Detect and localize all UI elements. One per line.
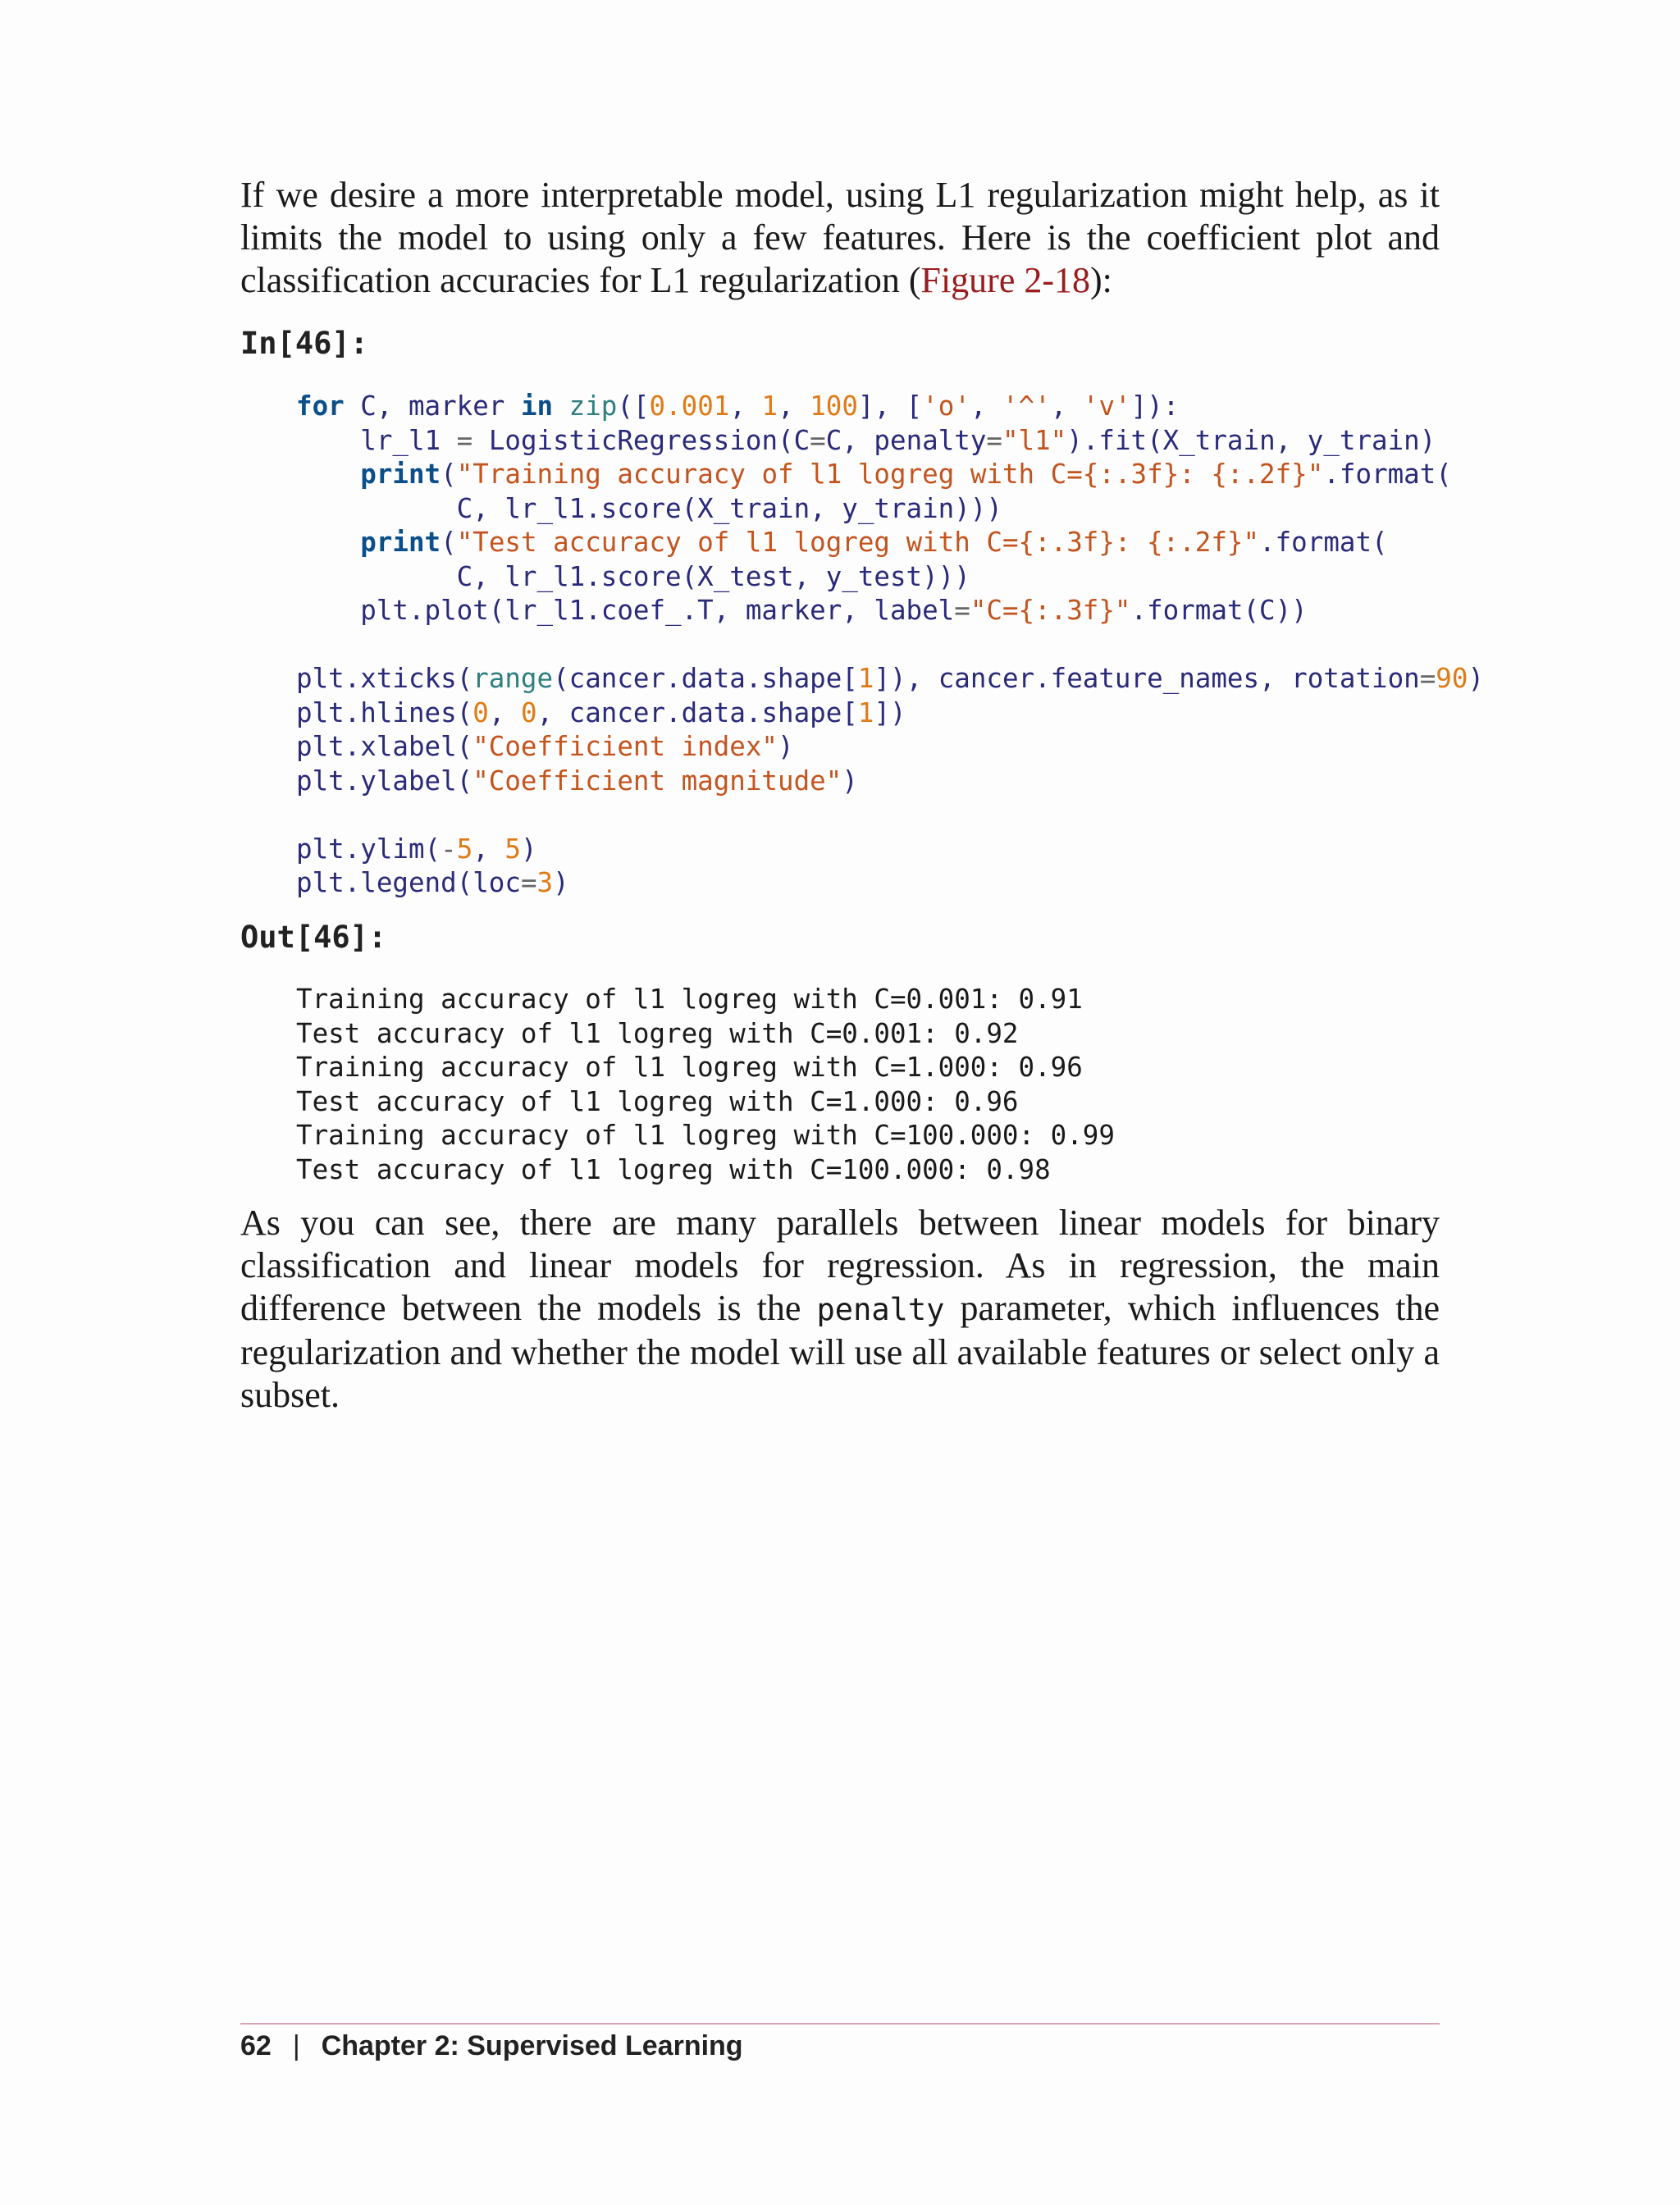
conclusion-text-end: parameter, which influences the regularization and whether the model will use all available features or select only a subset. <box>240 1288 1440 1415</box>
penalty-code: penalty <box>816 1292 945 1327</box>
code-line: plt.hlines(0, 0, cancer.data.shape[1]) <box>296 696 906 728</box>
code-line: lr_l1 = LogisticRegression(C=C, penalty="l1").fit(X_train, y_train) <box>296 424 1436 456</box>
code-line: plt.ylim(-5, 5) <box>296 833 537 865</box>
footer-rule <box>240 2023 1440 2025</box>
footer-separator: | <box>292 2030 300 2061</box>
output-line: Training accuracy of l1 logreg with C=1.000: 0.96 <box>296 1052 1083 1083</box>
code-block <box>296 390 1484 901</box>
page-footer <box>240 2030 743 2062</box>
output-line: Test accuracy of l1 logreg with C=100.000: 0.98 <box>296 1153 1051 1185</box>
figure-link[interactable]: Figure 2-18 <box>920 260 1090 300</box>
output-line: Training accuracy of l1 logreg with C=100.000: 0.99 <box>296 1120 1115 1151</box>
output-line: Test accuracy of l1 logreg with C=0.001: 0.92 <box>296 1017 1019 1049</box>
code-line: plt.xlabel("Coefficient index") <box>296 731 794 762</box>
intro-text-end: ): <box>1090 260 1112 300</box>
chapter-title: Chapter 2: Supervised Learning <box>321 2030 743 2061</box>
conclusion-text: As you can see, there are many parallels between linear models for binary classification and linear models for regression. As in regression, the main difference between the models is the <box>240 1203 1440 1328</box>
code-line: print("Test accuracy of l1 logreg with C={:.3f}: {:.2f}".format( <box>360 527 1388 558</box>
conclusion-paragraph <box>240 1202 1440 1417</box>
code-line: C, lr_l1.score(X_test, y_test))) <box>296 560 970 592</box>
page-number: 62 <box>240 2030 272 2061</box>
intro-paragraph <box>240 174 1440 302</box>
code-line: plt.plot(lr_l1.coef_.T, marker, label="C={:.3f}".format(C)) <box>296 595 1308 626</box>
intro-text: If we desire a more interpretable model, using L1 regularization might help, as it limits the model to using only a few features. Here is the coefficient plot and classification accuracies for L1 regularization ( <box>240 175 1440 300</box>
output-line: Training accuracy of l1 logreg with C=0.001: 0.91 <box>296 984 1083 1015</box>
code-line: plt.legend(loc=3) <box>296 867 569 898</box>
input-label: In[46]: <box>240 326 368 361</box>
code-line: for C, marker in zip([0.001, 1, 100], ['o', '^', 'v']): <box>296 390 1180 422</box>
code-line: plt.xticks(range(cancer.data.shape[1]), cancer.feature_names, rotation=90) <box>296 663 1485 694</box>
code-line: plt.ylabel("Coefficient magnitude") <box>296 765 858 797</box>
code-line <box>296 798 1484 833</box>
output-label: Out[46]: <box>240 920 387 955</box>
output-block <box>296 983 1115 1187</box>
code-line: C, lr_l1.score(X_train, y_train))) <box>296 492 1002 524</box>
code-line <box>296 628 1484 663</box>
code-line: print("Training accuracy of l1 logreg with C={:.3f}: {:.2f}".format( <box>360 459 1452 490</box>
output-line: Test accuracy of l1 logreg with C=1.000: 0.96 <box>296 1085 1019 1117</box>
